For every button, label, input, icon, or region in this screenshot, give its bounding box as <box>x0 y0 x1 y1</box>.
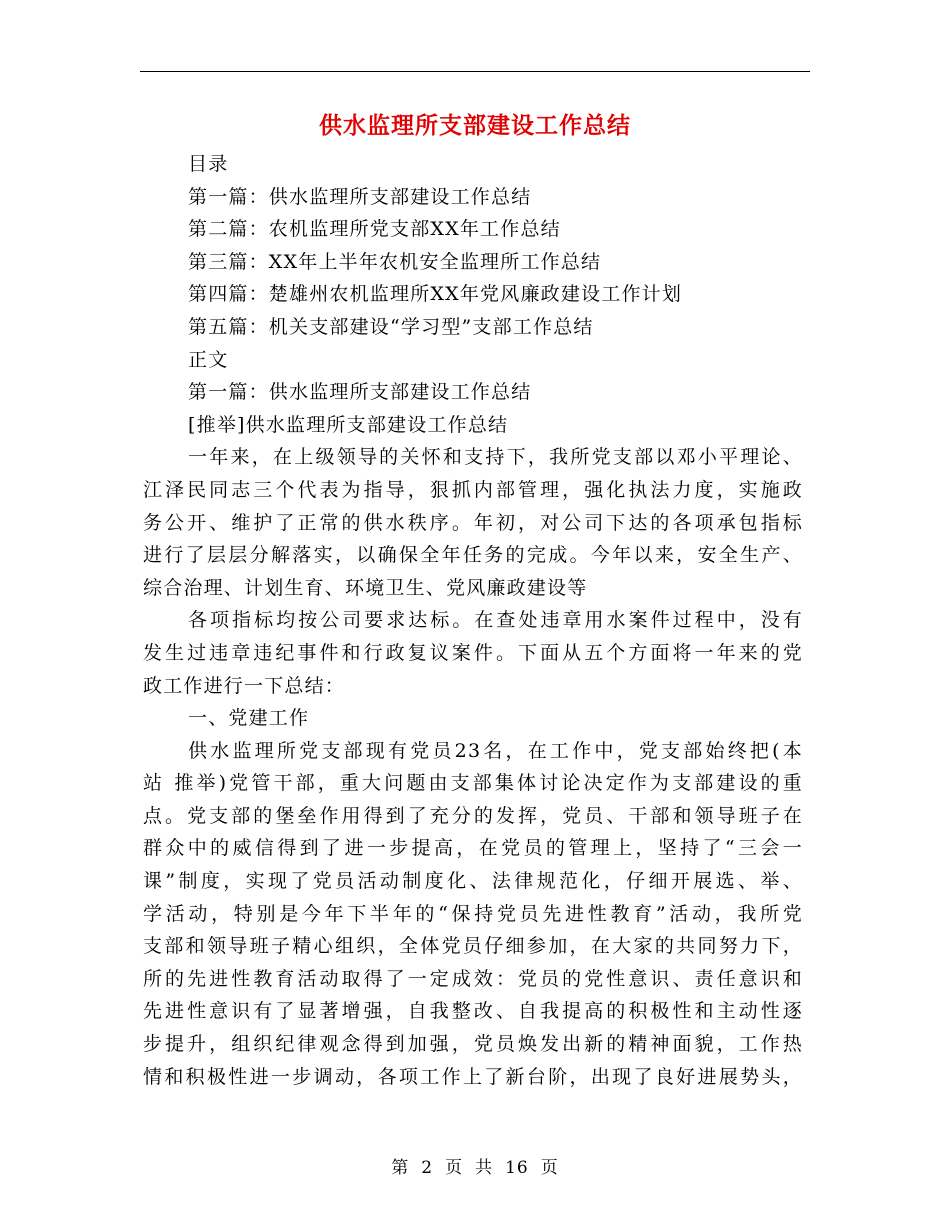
footer-prefix: 第 <box>391 1158 410 1178</box>
section-heading: 一、党建工作 <box>188 707 310 730</box>
page-number-footer <box>0 1153 950 1178</box>
paragraph-line: 一年来，在上级领导的关怀和支持下，我所党支部以邓小平理论、 <box>188 446 803 469</box>
paragraph-line: 各项指标均按公司要求达标。在查处违章用水案件过程中，没有 <box>188 609 803 632</box>
chapter-heading: 第一篇：供水监理所支部建设工作总结 <box>188 381 532 404</box>
current-page-number: 2 <box>421 1158 434 1178</box>
document-title: 供水监理所支部建设工作总结 <box>319 112 631 139</box>
toc-heading: 目录 <box>188 153 229 175</box>
paragraph-line: 政工作进行一下总结： <box>143 674 346 697</box>
paragraph-line: 所的先进性教育活动取得了一定成效：党员的党性意识、责任意识和 <box>143 967 803 990</box>
body-heading: 正文 <box>188 348 229 371</box>
paragraph-line: 步提升，组织纪律观念得到加强，党员焕发出新的精神面貌，工作热 <box>143 1033 803 1056</box>
paragraph-line: 点。党支部的堡垒作用得到了充分的发挥，党员、干部和领导班子在 <box>143 804 803 827</box>
paragraph-line: 站 推举)党管干部，重大问题由支部集体讨论决定作为支部建设的重 <box>143 772 803 795</box>
toc-item: 第三篇：XX年上半年农机安全监理所工作总结 <box>188 250 602 273</box>
toc-item: 第一篇：供水监理所支部建设工作总结 <box>188 185 532 208</box>
paragraph-line: 供水监理所党支部现有党员23名，在工作中，党支部始终把(本 <box>188 739 803 762</box>
header-rule <box>140 71 810 72</box>
footer-suffix: 页 <box>540 1158 559 1178</box>
paragraph-line: 江泽民同志三个代表为指导，狠抓内部管理，强化执法力度，实施政 <box>143 478 803 501</box>
paragraph-line: 群众中的威信得到了进一步提高，在党员的管理上，坚持了“三会一 <box>143 837 803 860</box>
footer-total-word: 共 <box>475 1158 494 1178</box>
document-body <box>143 148 803 1093</box>
toc-item: 第二篇：农机监理所党支部XX年工作总结 <box>188 218 561 241</box>
paragraph-line: 支部和领导班子精心组织，全体党员仔细参加，在大家的共同努力下， <box>143 935 803 958</box>
paragraph-line: 课”制度，实现了党员活动制度化、法律规范化，仔细开展选、举、 <box>143 870 803 893</box>
paragraph-line: 务公开、维护了正常的供水秩序。年初，对公司下达的各项承包指标 <box>143 511 803 534</box>
toc-item: 第四篇：楚雄州农机监理所XX年党风廉政建设工作计划 <box>188 283 683 306</box>
paragraph-line: 发生过违章违纪事件和行政复议案件。下面从五个方面将一年来的党 <box>143 641 803 664</box>
paragraph-line: 先进性意识有了显著增强，自我整改、自我提高的积极性和主动性逐 <box>143 1000 803 1023</box>
paragraph-line: 进行了层层分解落实，以确保全年任务的完成。今年以来，安全生产、 <box>143 544 803 567</box>
total-page-count: 16 <box>505 1158 529 1178</box>
toc-item: 第五篇：机关支部建设“学习型”支部工作总结 <box>188 315 594 338</box>
paragraph-line: 情和积极性进一步调动，各项工作上了新台阶，出现了良好进展势头， <box>143 1065 803 1088</box>
paragraph-line: 学活动，特别是今年下半年的“保持党员先进性教育”活动，我所党 <box>143 902 803 925</box>
footer-page-word: 页 <box>445 1158 464 1178</box>
paragraph-line: 综合治理、计划生育、环境卫生、党风廉政建设等 <box>143 576 588 599</box>
section-heading: [推举]供水监理所支部建设工作总结 <box>188 413 509 436</box>
